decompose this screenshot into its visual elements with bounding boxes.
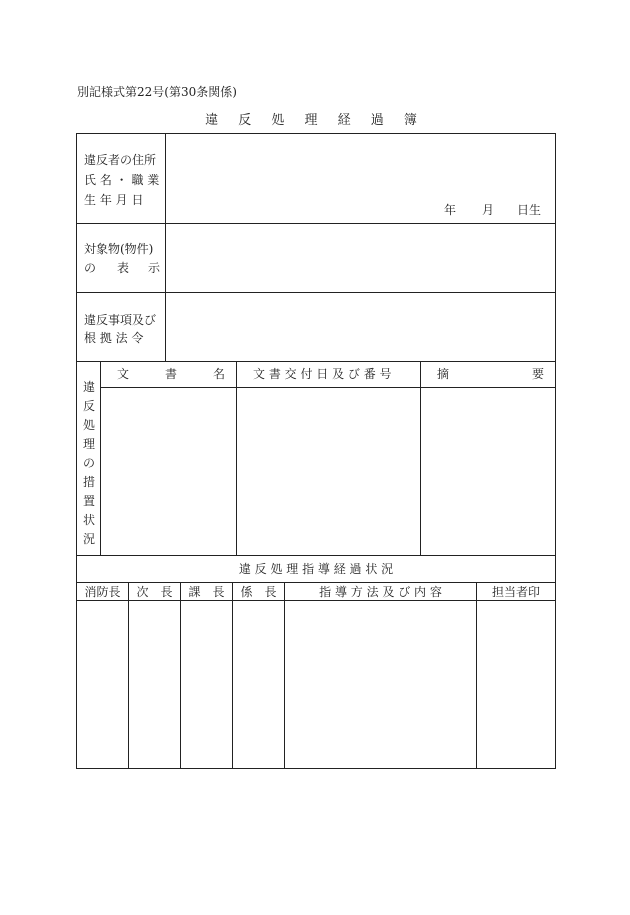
- measures-char: 措: [82, 475, 95, 489]
- doc-name-header-a: 文: [117, 367, 130, 381]
- doc-name-header-c: 名: [213, 367, 226, 381]
- rule-measures-label: [100, 361, 101, 555]
- rule-after-measures: [77, 555, 555, 556]
- header-chief: 消防長: [84, 585, 121, 599]
- birth-year-label: 年: [444, 203, 457, 217]
- rule-progress-col4: [284, 582, 285, 768]
- measures-char: 反: [82, 399, 95, 413]
- rule-progress-col1: [128, 582, 129, 768]
- rule-progress-header: [77, 600, 555, 601]
- object-label-2c: 示: [148, 261, 161, 275]
- measures-char: 処: [82, 418, 95, 432]
- rule-progress-col3: [232, 582, 233, 768]
- header-method: 指 導 方 法 及 び 内 容: [319, 585, 442, 599]
- rule-progress-col2: [180, 582, 181, 768]
- measures-vertical-label: [81, 378, 97, 549]
- measures-char: の: [82, 456, 95, 470]
- birth-day-label: 日生: [517, 203, 542, 217]
- measures-char: 置: [82, 494, 95, 508]
- object-label-1: 対象物(物件): [84, 242, 154, 256]
- progress-section-title: 違 反 処 理 指 導 経 過 状 況: [238, 562, 394, 576]
- header-seal: 担当者印: [491, 585, 540, 599]
- summary-header-b: 要: [532, 367, 545, 381]
- measures-char: 違: [82, 380, 95, 394]
- header-unit-chief: 係 長: [240, 585, 277, 599]
- birth-month-label: 月: [482, 203, 495, 217]
- measures-char: 状: [82, 513, 95, 527]
- header-section-chief: 課 長: [188, 585, 225, 599]
- violator-label-3: 生 年 月 日: [84, 193, 144, 207]
- rule-measures-col2: [420, 361, 421, 555]
- rule-after-progress-title: [77, 582, 555, 583]
- form-number: 別記様式第22号(第30条関係): [77, 85, 237, 99]
- violation-label-1: 違反事項及び: [84, 313, 157, 327]
- violator-label-1: 違反者の住所: [84, 153, 157, 167]
- object-label-2a: の: [84, 261, 97, 275]
- violation-label-2: 根 拠 法 令: [84, 331, 144, 345]
- rule-label-column: [165, 134, 166, 361]
- doc-name-header-b: 書: [165, 367, 178, 381]
- header-deputy: 次 長: [136, 585, 173, 599]
- measures-char: 況: [82, 532, 95, 546]
- rule-progress-col5: [476, 582, 477, 768]
- summary-header-a: 摘: [437, 367, 450, 381]
- rule-after-violation: [77, 361, 555, 362]
- rule-after-object: [77, 292, 555, 293]
- form-sheet: [76, 133, 556, 769]
- rule-measures-col1: [236, 361, 237, 555]
- measures-char: 理: [82, 437, 95, 451]
- violator-label-2: 氏 名 ・ 職 業: [84, 173, 160, 187]
- delivery-header: 文 書 交 付 日 及 び 番 号: [253, 367, 392, 381]
- rule-measures-header: [100, 387, 555, 388]
- form-title: 違 反 処 理 経 過 簿: [205, 113, 425, 128]
- object-label-2b: 表: [117, 261, 130, 275]
- rule-after-violator: [77, 223, 555, 224]
